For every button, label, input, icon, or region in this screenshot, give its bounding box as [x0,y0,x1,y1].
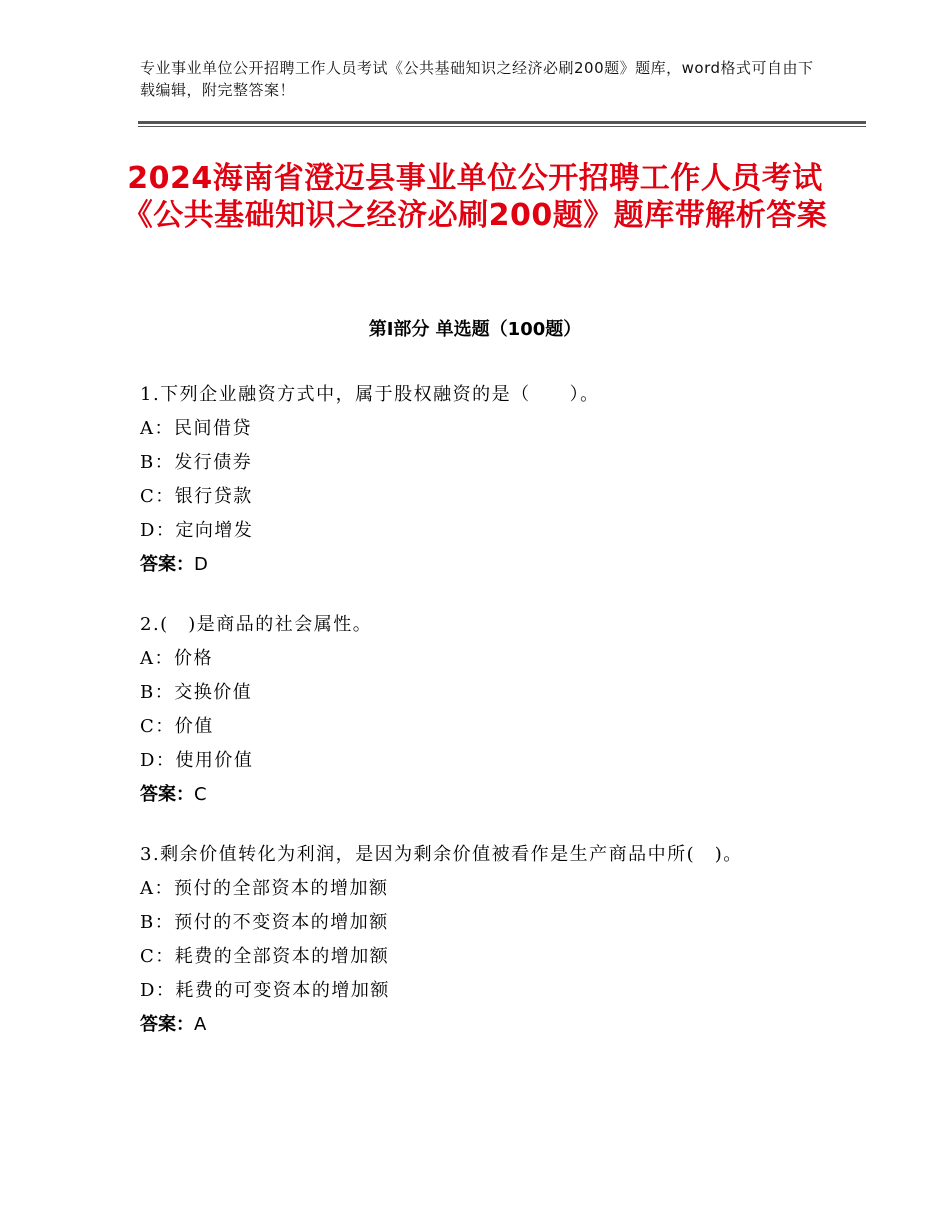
option-d: D：使用价值 [140,750,254,771]
question-3 [140,838,840,1042]
option-d: D：定向增发 [140,520,254,541]
answer-label: 答案： [140,784,194,805]
option-c: C：银行贷款 [140,486,253,507]
option-a: A：价格 [140,648,213,669]
section-heading: 第Ⅰ部分 单选题（100题） [368,319,582,340]
question-stem: 3.剩余价值转化为利润，是因为剩余价值被看作是生产商品中所( )。 [140,844,743,865]
answer-line [140,1008,840,1042]
option-c: C：价值 [140,716,214,737]
option-a: A：预付的全部资本的增加额 [140,878,389,899]
question-stem: 2.( )是商品的社会属性。 [140,614,373,635]
question-1 [140,378,840,582]
answer-line [140,548,840,582]
question-stem: 1.下列企业融资方式中，属于股权融资的是（ ）。 [140,384,600,405]
option-d: D：耗费的可变资本的增加额 [140,980,390,1001]
header-note: 专业事业单位公开招聘工作人员考试《公共基础知识之经济必刷200题》题库，word格式可自由下载编辑，附完整答案！ [140,59,814,99]
document-title: 2024海南省澄迈县事业单位公开招聘工作人员考试《公共基础知识之经济必刷200题》题库带解析答案 [122,161,828,233]
answer-value: C [194,784,207,805]
question-list [140,378,840,1068]
answer-line [140,778,840,812]
option-c: C：耗费的全部资本的增加额 [140,946,390,967]
answer-label: 答案： [140,554,194,575]
option-b: B：交换价值 [140,682,253,703]
answer-value: D [194,554,208,575]
option-a: A：民间借贷 [140,418,252,439]
header-rule-thin [138,126,866,127]
answer-value: A [194,1014,207,1035]
header-rule-thick [138,121,866,124]
option-b: B：发行债券 [140,452,253,473]
answer-label: 答案： [140,1014,194,1035]
option-b: B：预付的不变资本的增加额 [140,912,389,933]
question-2 [140,608,840,812]
